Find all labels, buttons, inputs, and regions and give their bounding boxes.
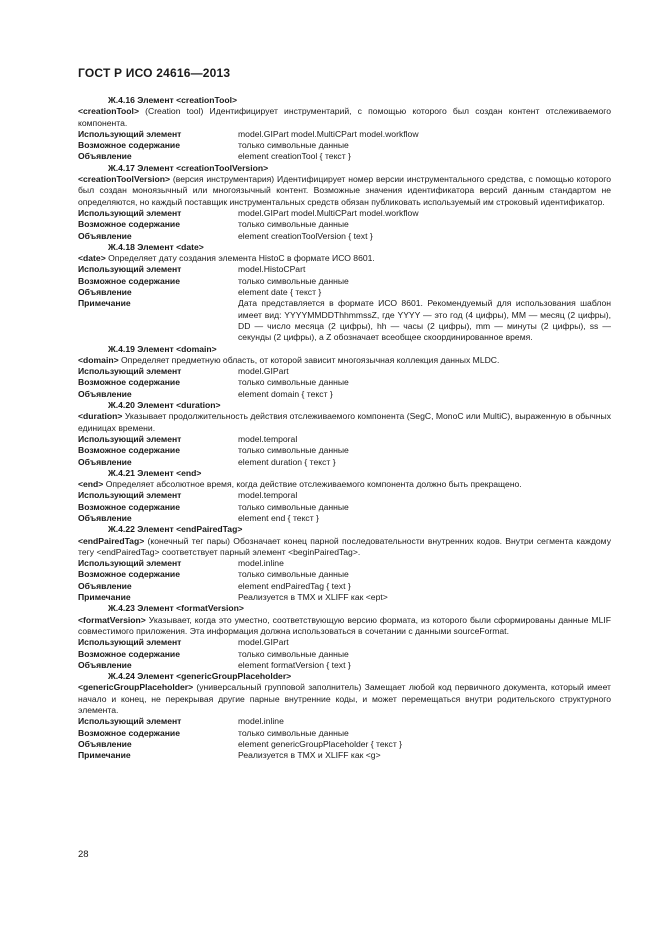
description-text: Указывает, когда это уместно, соответствующую версию формата, из которого были сформированы данные MLIF совместимого приложения. Эта информация должна использоваться в сочетании с данными sourceFormat.: [78, 614, 611, 636]
note-label: Примечание: [78, 750, 131, 761]
section-description: [78, 106, 611, 129]
section-description: [78, 479, 611, 490]
declaration-row: [78, 739, 611, 750]
section-heading: Ж.4.21 Элемент <end>: [108, 467, 202, 478]
element-section: [78, 95, 611, 163]
possible-content-row: [78, 219, 611, 230]
declaration-label: Объявление: [78, 512, 132, 523]
declaration-row: [78, 389, 611, 400]
element-tag: <creationToolVersion>: [78, 174, 171, 185]
declaration-label: Объявление: [78, 580, 132, 591]
element-section: [78, 344, 611, 400]
possible-content-label: Возможное содержание: [78, 219, 180, 230]
using-element-row: [78, 490, 611, 501]
page-number: 28: [78, 849, 89, 860]
description-text: Указывает продолжительность действия отслеживаемого компонента (SegC, MonoC или MultiC), выраженную в обычных единицах времени.: [78, 411, 611, 433]
section-heading: Ж.4.20 Элемент <duration>: [108, 400, 221, 411]
description-text: Определяет предметную область, от которой зависит многоязычная коллекция данных MLDC.: [118, 354, 500, 365]
possible-content-label: Возможное содержание: [78, 377, 180, 388]
section-description: [78, 355, 611, 366]
element-tag: <domain>: [78, 354, 119, 365]
declaration-value: element endPairedTag { text }: [238, 580, 351, 591]
element-tag: <end>: [78, 479, 104, 490]
using-element-row: [78, 637, 611, 648]
using-element-label: Использующий элемент: [78, 558, 182, 569]
possible-content-label: Возможное содержание: [78, 275, 180, 286]
possible-content-label: Возможное содержание: [78, 727, 180, 738]
section-heading: Ж.4.22 Элемент <endPairedTag>: [108, 524, 243, 535]
possible-content-value: только символьные данные: [238, 219, 349, 230]
description-text: (универсальный групповой заполнитель) Замещает любой код первичного документа, который имеет начало и конец, не перекрывая другие парные внутренние коды, и может перемещаться внутри родительского структурного элемента.: [78, 682, 611, 716]
using-element-value: model.inline: [238, 716, 284, 727]
declaration-label: Объявление: [78, 388, 132, 399]
element-tag: <date>: [78, 253, 106, 264]
declaration-label: Объявление: [78, 287, 132, 298]
possible-content-row: [78, 140, 611, 151]
description-text: (Creation tool) Идентифицирует инструментарий, с помощью которого был создан контент отслеживаемого компонента.: [78, 106, 611, 128]
declaration-value: element genericGroupPlaceholder { текст }: [238, 738, 403, 749]
section-heading: Ж.4.16 Элемент <creationTool>: [108, 95, 238, 105]
using-element-value: model.temporal: [238, 433, 298, 444]
possible-content-value: только символьные данные: [238, 648, 349, 659]
element-section: [78, 524, 611, 603]
possible-content-row: [78, 649, 611, 660]
declaration-value: element date { текст }: [238, 287, 322, 298]
declaration-value: element duration { текст }: [238, 456, 336, 467]
element-section: [78, 400, 611, 468]
using-element-label: Использующий элемент: [78, 716, 182, 727]
declaration-value: element creationToolVersion { text }: [238, 230, 373, 241]
using-element-value: model.GIPart: [238, 366, 289, 377]
using-element-value: model.HistoCPart: [238, 264, 306, 275]
possible-content-value: только символьные данные: [238, 275, 349, 286]
note-label: Примечание: [78, 298, 131, 309]
possible-content-value: только символьные данные: [238, 501, 349, 512]
declaration-row: [78, 151, 611, 162]
possible-content-value: только символьные данные: [238, 140, 349, 151]
description-text: (версия инструментария) Идентифицирует номер версии инструментального средства, с помощью которого был создан моноязычный или многоязычный контент. Возможные значения идентификатора версий данным стандартом не определяются, но каждый поставщик инструментальных средств обязан публиковать используемый им строковый идентификатор.: [78, 174, 611, 207]
possible-content-value: только символьные данные: [238, 377, 349, 388]
element-section: [78, 163, 611, 242]
using-element-row: [78, 366, 611, 377]
using-element-value: model.GIPart model.MultiCPart model.workflow: [238, 128, 419, 139]
note-row: [78, 298, 611, 343]
section-heading: Ж.4.23 Элемент <formatVersion>: [108, 603, 244, 614]
element-tag: <formatVersion>: [78, 614, 146, 625]
using-element-row: [78, 129, 611, 140]
possible-content-label: Возможное содержание: [78, 569, 180, 580]
possible-content-row: [78, 445, 611, 456]
possible-content-value: только символьные данные: [238, 727, 349, 738]
section-description: [78, 615, 611, 638]
declaration-row: [78, 287, 611, 298]
declaration-value: element domain { текст }: [238, 388, 333, 399]
declaration-value: element creationTool { текст }: [238, 151, 351, 162]
note-value: Реализуется в TMX и XLIFF как <g>: [238, 750, 381, 761]
using-element-label: Использующий элемент: [78, 128, 182, 139]
possible-content-label: Возможное содержание: [78, 648, 180, 659]
declaration-label: Объявление: [78, 230, 132, 241]
section-description: [78, 411, 611, 434]
note-label: Примечание: [78, 592, 131, 603]
using-element-row: [78, 558, 611, 569]
declaration-row: [78, 231, 611, 242]
using-element-label: Использующий элемент: [78, 264, 182, 275]
declaration-label: Объявление: [78, 738, 132, 749]
declaration-value: element end { текст }: [238, 512, 319, 523]
element-tag: <duration>: [78, 411, 123, 422]
description-text: (конечный тег пары) Обозначает конец парной последовательности внутренних кодов. Внутри сегмента каждому тегу <endPairedTag> соответствует парный элемент <beginPairedTag>.: [78, 535, 611, 557]
using-element-label: Использующий элемент: [78, 433, 182, 444]
element-section: [78, 468, 611, 524]
possible-content-label: Возможное содержание: [78, 140, 180, 151]
note-row: [78, 592, 611, 603]
using-element-label: Использующий элемент: [78, 490, 182, 501]
section-description: [78, 174, 611, 208]
declaration-label: Объявление: [78, 456, 132, 467]
possible-content-value: только символьные данные: [238, 569, 349, 580]
description-text: Определяет абсолютное время, когда действие отслеживаемого компонента должно быть прекращено.: [103, 479, 522, 490]
possible-content-row: [78, 276, 611, 287]
possible-content-value: только символьные данные: [238, 445, 349, 456]
element-section: [78, 671, 611, 761]
using-element-label: Использующий элемент: [78, 207, 182, 218]
element-tag: <endPairedTag>: [78, 535, 145, 546]
section-description: [78, 253, 611, 264]
possible-content-row: [78, 569, 611, 580]
using-element-label: Использующий элемент: [78, 366, 182, 377]
document-body: [78, 95, 611, 762]
possible-content-label: Возможное содержание: [78, 445, 180, 456]
section-heading: Ж.4.18 Элемент <date>: [108, 241, 204, 252]
element-section: [78, 242, 611, 344]
section-heading: Ж.4.19 Элемент <domain>: [108, 343, 217, 354]
note-value: Реализуется в TMX и XLIFF как <ept>: [238, 592, 388, 603]
declaration-row: [78, 660, 611, 671]
element-tag: <creationTool>: [78, 106, 139, 117]
declaration-label: Объявление: [78, 151, 132, 162]
possible-content-row: [78, 502, 611, 513]
section-description: [78, 682, 611, 716]
declaration-row: [78, 457, 611, 468]
using-element-row: [78, 208, 611, 219]
declaration-label: Объявление: [78, 659, 132, 670]
possible-content-row: [78, 377, 611, 388]
declaration-row: [78, 581, 611, 592]
note-row: [78, 750, 611, 761]
possible-content-label: Возможное содержание: [78, 501, 180, 512]
possible-content-row: [78, 728, 611, 739]
declaration-value: element formatVersion { text }: [238, 659, 351, 670]
using-element-label: Использующий элемент: [78, 637, 182, 648]
section-description: [78, 536, 611, 559]
using-element-value: model.GIPart model.MultiCPart model.workflow: [238, 207, 419, 218]
document-header: ГОСТ Р ИСО 24616—2013: [78, 66, 231, 80]
using-element-row: [78, 264, 611, 275]
note-value: Дата представляется в формате ИСО 8601. Рекомендуемый для использования шаблон имеет вид: YYYYMMDDThhmmssZ, где YYYY — это год (4 цифры), MM — месяц (2 цифры), DD — число месяца (2 цифры), hh — часы (2 цифры), mm — минуты (2 цифры), ss — секунды (2 цифры), a Z обозначает всеобщее скоординированное время.: [238, 298, 611, 343]
using-element-row: [78, 434, 611, 445]
description-text: Определяет дату создания элемента HistoC в формате ИСО 8601.: [105, 253, 375, 264]
using-element-value: model.temporal: [238, 490, 298, 501]
element-tag: <genericGroupPlaceholder>: [78, 682, 194, 693]
using-element-value: model.GIPart: [238, 637, 289, 648]
declaration-row: [78, 513, 611, 524]
using-element-row: [78, 716, 611, 727]
section-heading: Ж.4.17 Элемент <creationToolVersion>: [108, 162, 269, 173]
section-heading: Ж.4.24 Элемент <genericGroupPlaceholder>: [108, 671, 292, 682]
element-section: [78, 603, 611, 671]
using-element-value: model.inline: [238, 558, 284, 569]
